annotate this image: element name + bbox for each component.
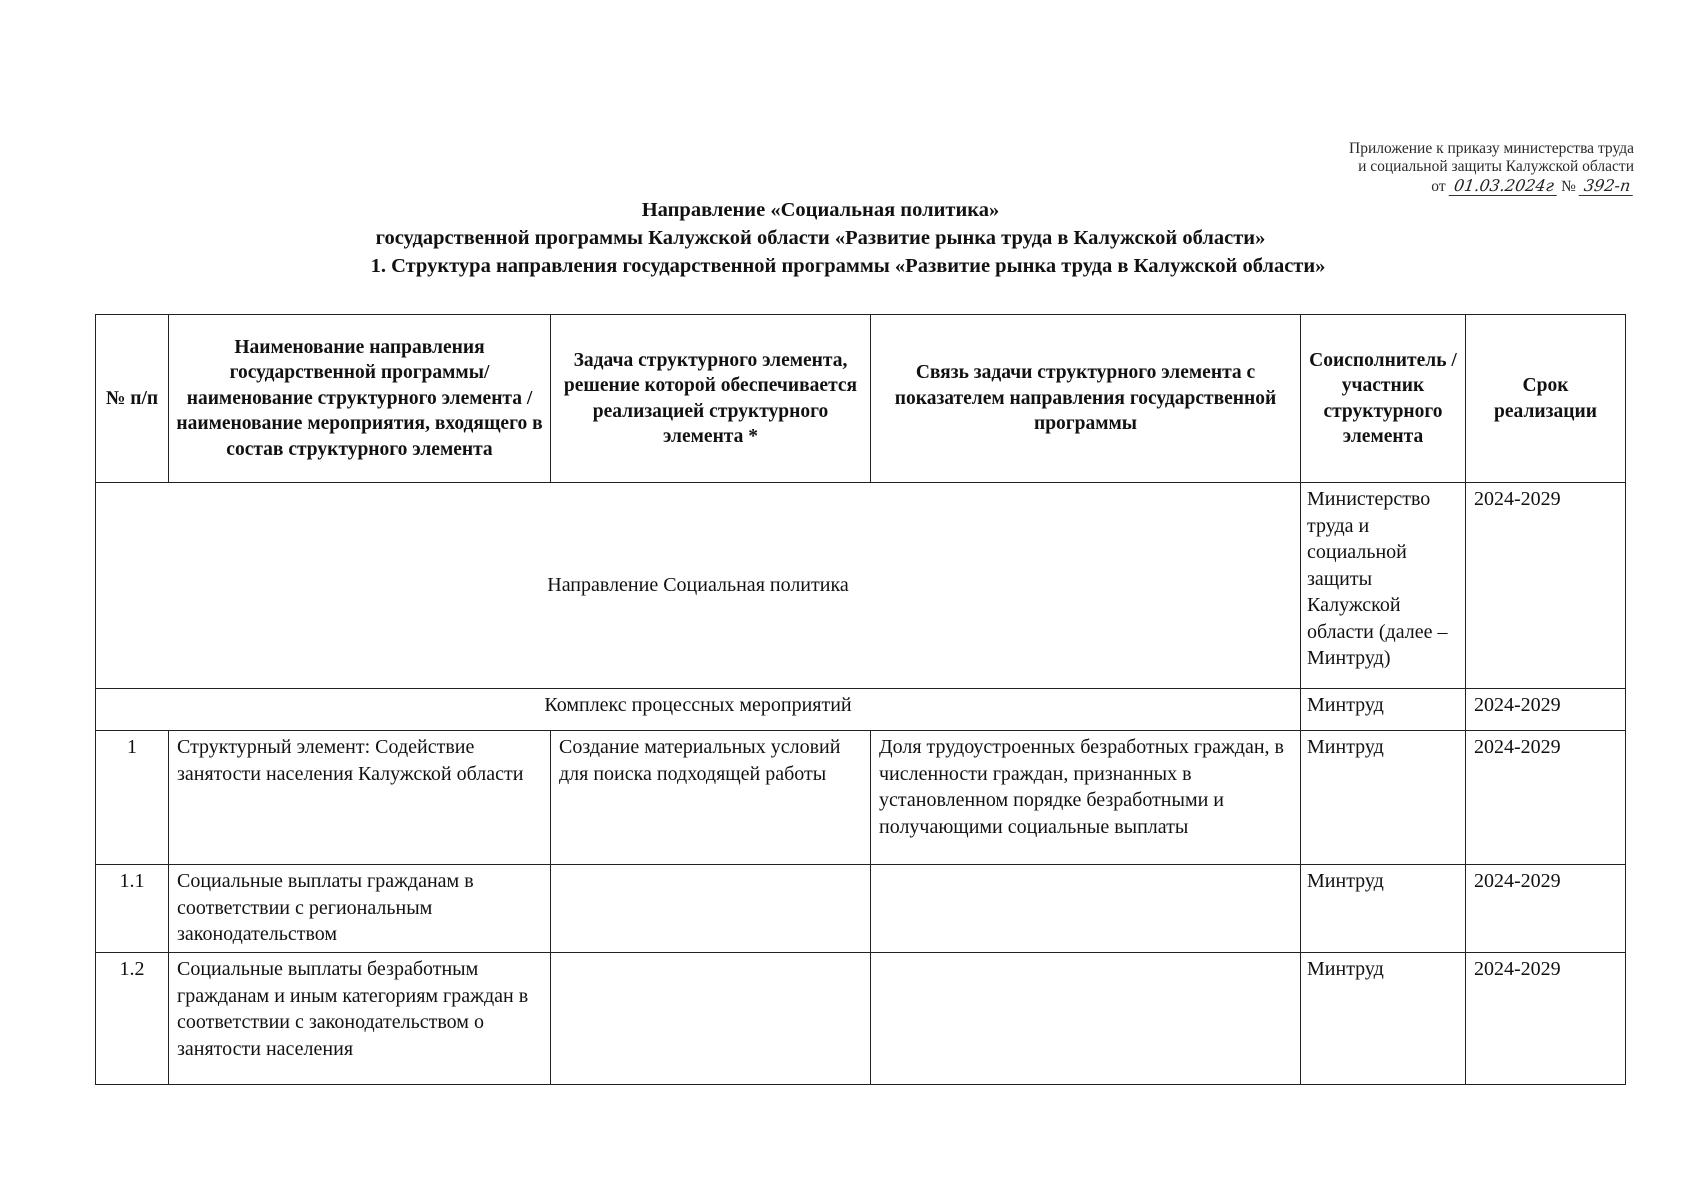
- row-task: Создание материальных условий для поиска подходящей работы: [551, 731, 871, 865]
- table-row: [96, 953, 1626, 1085]
- row-term: 2024-2029: [1466, 731, 1626, 865]
- complex-row: [96, 689, 1626, 731]
- row-num: 1.2: [96, 953, 169, 1085]
- row-term: 2024-2029: [1466, 953, 1626, 1085]
- row-executor: Минтруд: [1301, 953, 1466, 1085]
- title-line-2: государственной программы Калужской области «Развитие рынка труда в Калужской области»: [375, 227, 1266, 249]
- row-task: [551, 953, 871, 1085]
- header-num: № п/п: [96, 315, 169, 483]
- row-num: 1.1: [96, 865, 169, 953]
- approval-line-2: и социальной защиты Калужской области: [1358, 158, 1634, 175]
- row-name: Структурный элемент: Содействие занятости населения Калужской области: [169, 731, 551, 865]
- number-prefix: №: [1561, 178, 1576, 195]
- approval-note: [1214, 140, 1634, 196]
- date-prefix: от: [1431, 178, 1446, 195]
- table-row: [96, 865, 1626, 953]
- handwritten-date: 01.03.2024г: [1448, 177, 1558, 196]
- direction-executor: Министерство труда и социальной защиты Калужской области (далее – Минтруд): [1301, 483, 1466, 689]
- row-name: Социальные выплаты гражданам в соответствии с региональным законодательством: [169, 865, 551, 953]
- title-line-1: Направление «Социальная политика»: [641, 199, 1000, 221]
- row-executor: Минтруд: [1301, 731, 1466, 865]
- approval-date-line: [1214, 177, 1634, 196]
- row-link: Доля трудоустроенных безработных граждан, в численности граждан, признанных в установленном порядке безработными и получающими социальные выплаты: [871, 731, 1301, 865]
- header-executor: Соисполнитель / участник структурного элемента: [1301, 315, 1466, 483]
- table-header-row: [96, 315, 1626, 483]
- header-task: Задача структурного элемента, решение которой обеспечивается реализацией структурного элемента *: [551, 315, 871, 483]
- complex-executor: Минтруд: [1301, 689, 1466, 731]
- row-num: 1: [96, 731, 169, 865]
- row-task: [551, 865, 871, 953]
- approval-line-1: Приложение к приказу министерства труда: [1349, 140, 1634, 157]
- row-term: 2024-2029: [1466, 865, 1626, 953]
- row-link: [871, 865, 1301, 953]
- row-executor: Минтруд: [1301, 865, 1466, 953]
- table-row: [96, 731, 1626, 865]
- header-term: Срок реализации: [1466, 315, 1626, 483]
- complex-term: 2024-2029: [1466, 689, 1626, 731]
- direction-row: [96, 483, 1626, 689]
- header-name: Наименование направления государственной программы/ наименование структурного элемента / наименование мероприятия, входящего в состав структурного элемента: [169, 315, 551, 483]
- title-line-3: 1. Структура направления государственной программы «Развитие рынка труда в Калужской области»: [370, 255, 1326, 277]
- row-name: Социальные выплаты безработным гражданам и иным категориям граждан в соответствии с законодательством о занятости населения: [169, 953, 551, 1085]
- handwritten-number: 392-п: [1578, 177, 1635, 196]
- row-link: [871, 953, 1301, 1085]
- document-titles: [0, 196, 1696, 280]
- direction-term: 2024-2029: [1466, 483, 1626, 689]
- complex-label: Комплекс процессных мероприятий: [96, 689, 1301, 731]
- direction-label: Направление Социальная политика: [96, 483, 1301, 689]
- header-link: Связь задачи структурного элемента с показателем направления государственной программы: [871, 315, 1301, 483]
- structure-table: [95, 314, 1626, 1085]
